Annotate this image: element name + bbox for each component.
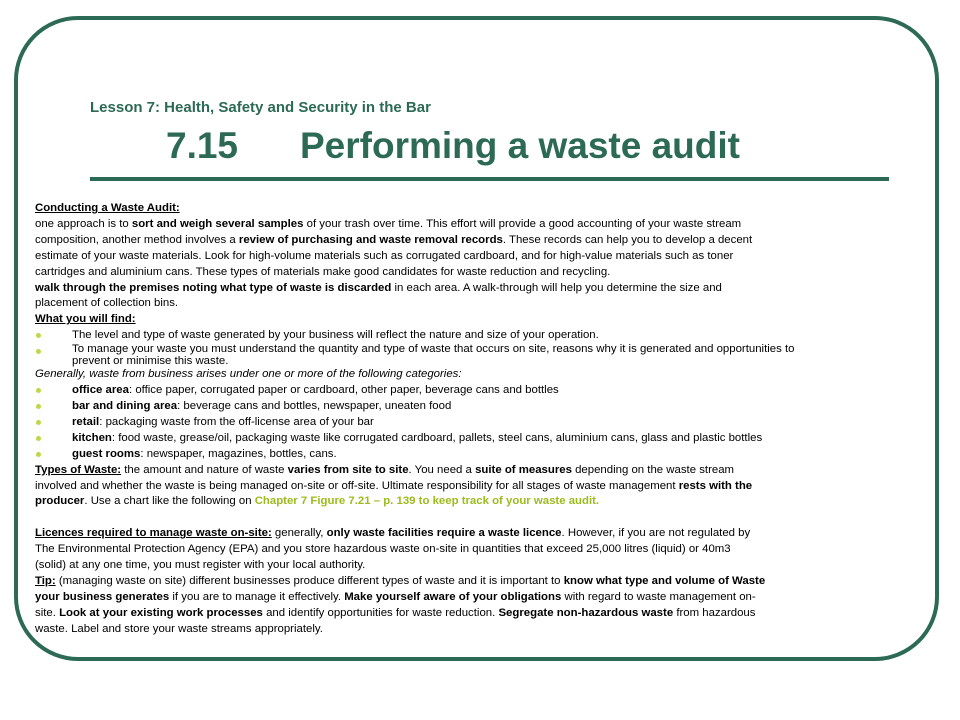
licences-line: (solid) at any one time, you must register with your local authority.: [35, 559, 366, 572]
title-divider: [90, 177, 889, 181]
categories-intro: Generally, waste from business arises under one or more of the following categories:: [35, 368, 462, 381]
conducting-heading: Conducting a Waste Audit:: [35, 202, 180, 214]
find-bullet: To manage your waste you must understand the quantity and type of waste that occurs on site, reasons why it is generated and opportunities to prevent or minimise this waste.: [35, 344, 917, 367]
spacer: [35, 510, 917, 526]
tip-line: site. Look at your existing work processes and identify opportunities for waste reduction. Segregate non-hazardous waste from hazardous: [35, 606, 756, 619]
conducting-line: composition, another method involves a review of purchasing and waste removal records. These records can help you to develop a decent: [35, 233, 753, 246]
licences-heading: Licences required to manage waste on-site:: [35, 527, 272, 540]
category-item: retail: packaging waste from the off-license area of your bar: [35, 415, 917, 431]
category-item: office area: office paper, corrugated paper or cardboard, other paper, beverage cans and bottles: [35, 383, 917, 399]
tip-heading: Tip:: [35, 574, 56, 587]
licences-line: Licences required to manage waste on-site: generally, only waste facilities require a waste licence. However, if you are not regulated by: [35, 527, 751, 540]
page-title: [166, 125, 740, 167]
tip-line: waste. Label and store your waste streams appropriately.: [35, 622, 323, 635]
tip-line: your business generates if you are to manage it effectively. Make yourself aware of your obligations with regard to waste management on-: [35, 590, 756, 603]
section-title: Performing a waste audit: [300, 125, 740, 166]
conducting-line: one approach is to sort and weigh several samples of your trash over time. This effort will provide a good accounting of your waste stream: [35, 217, 742, 230]
tip-line: Tip: (managing waste on site) different businesses produce different types of waste and it is important to know what type and volume of Waste: [35, 574, 766, 587]
find-heading: What you will find:: [35, 313, 136, 326]
conducting-line: walk through the premises noting what type of waste is discarded in each area. A walk-through will help you determine the size and: [35, 281, 722, 294]
section-number: 7.15: [166, 125, 239, 166]
category-item: guest rooms: newspaper, magazines, bottles, cans.: [35, 447, 917, 463]
category-item: kitchen: food waste, grease/oil, packaging waste like corrugated cardboard, pallets, steel cans, aluminium cans, glass and plastic bottles: [35, 431, 917, 447]
types-line: Types of Waste: the amount and nature of waste varies from site to site. You need a suite of measures depending on the waste stream: [35, 463, 735, 476]
licences-line: The Environmental Protection Agency (EPA) and you store hazardous waste on-site in quantities that exceed 25,000 litres (liquid) or 40m3: [35, 543, 731, 556]
conducting-line: cartridges and aluminium cans. These types of materials make good candidates for waste reduction and recycling.: [35, 265, 611, 278]
find-bullet: The level and type of waste generated by your business will reflect the nature and size of your operation.: [35, 328, 917, 344]
category-item: bar and dining area: beverage cans and bottles, newspaper, uneaten food: [35, 399, 917, 415]
chapter-reference: Chapter 7 Figure 7.21 – p. 139 to keep track of your waste audit.: [254, 495, 600, 508]
types-line: producer. Use a chart like the following on Chapter 7 Figure 7.21 – p. 139 to keep track of your waste audit.: [35, 495, 600, 508]
types-heading: Types of Waste:: [35, 463, 122, 476]
slide-body: [35, 201, 917, 638]
lesson-subtitle: Lesson 7: Health, Safety and Security in the Bar: [90, 99, 431, 116]
types-line: involved and whether the waste is being managed on-site or off-site. Ultimate responsibility for all stages of waste management rests with the: [35, 479, 753, 492]
conducting-line: estimate of your waste materials. Look for high-volume materials such as corrugated cardboard, and for high-value materials such as toner: [35, 249, 734, 262]
conducting-line: placement of collection bins.: [35, 297, 179, 310]
